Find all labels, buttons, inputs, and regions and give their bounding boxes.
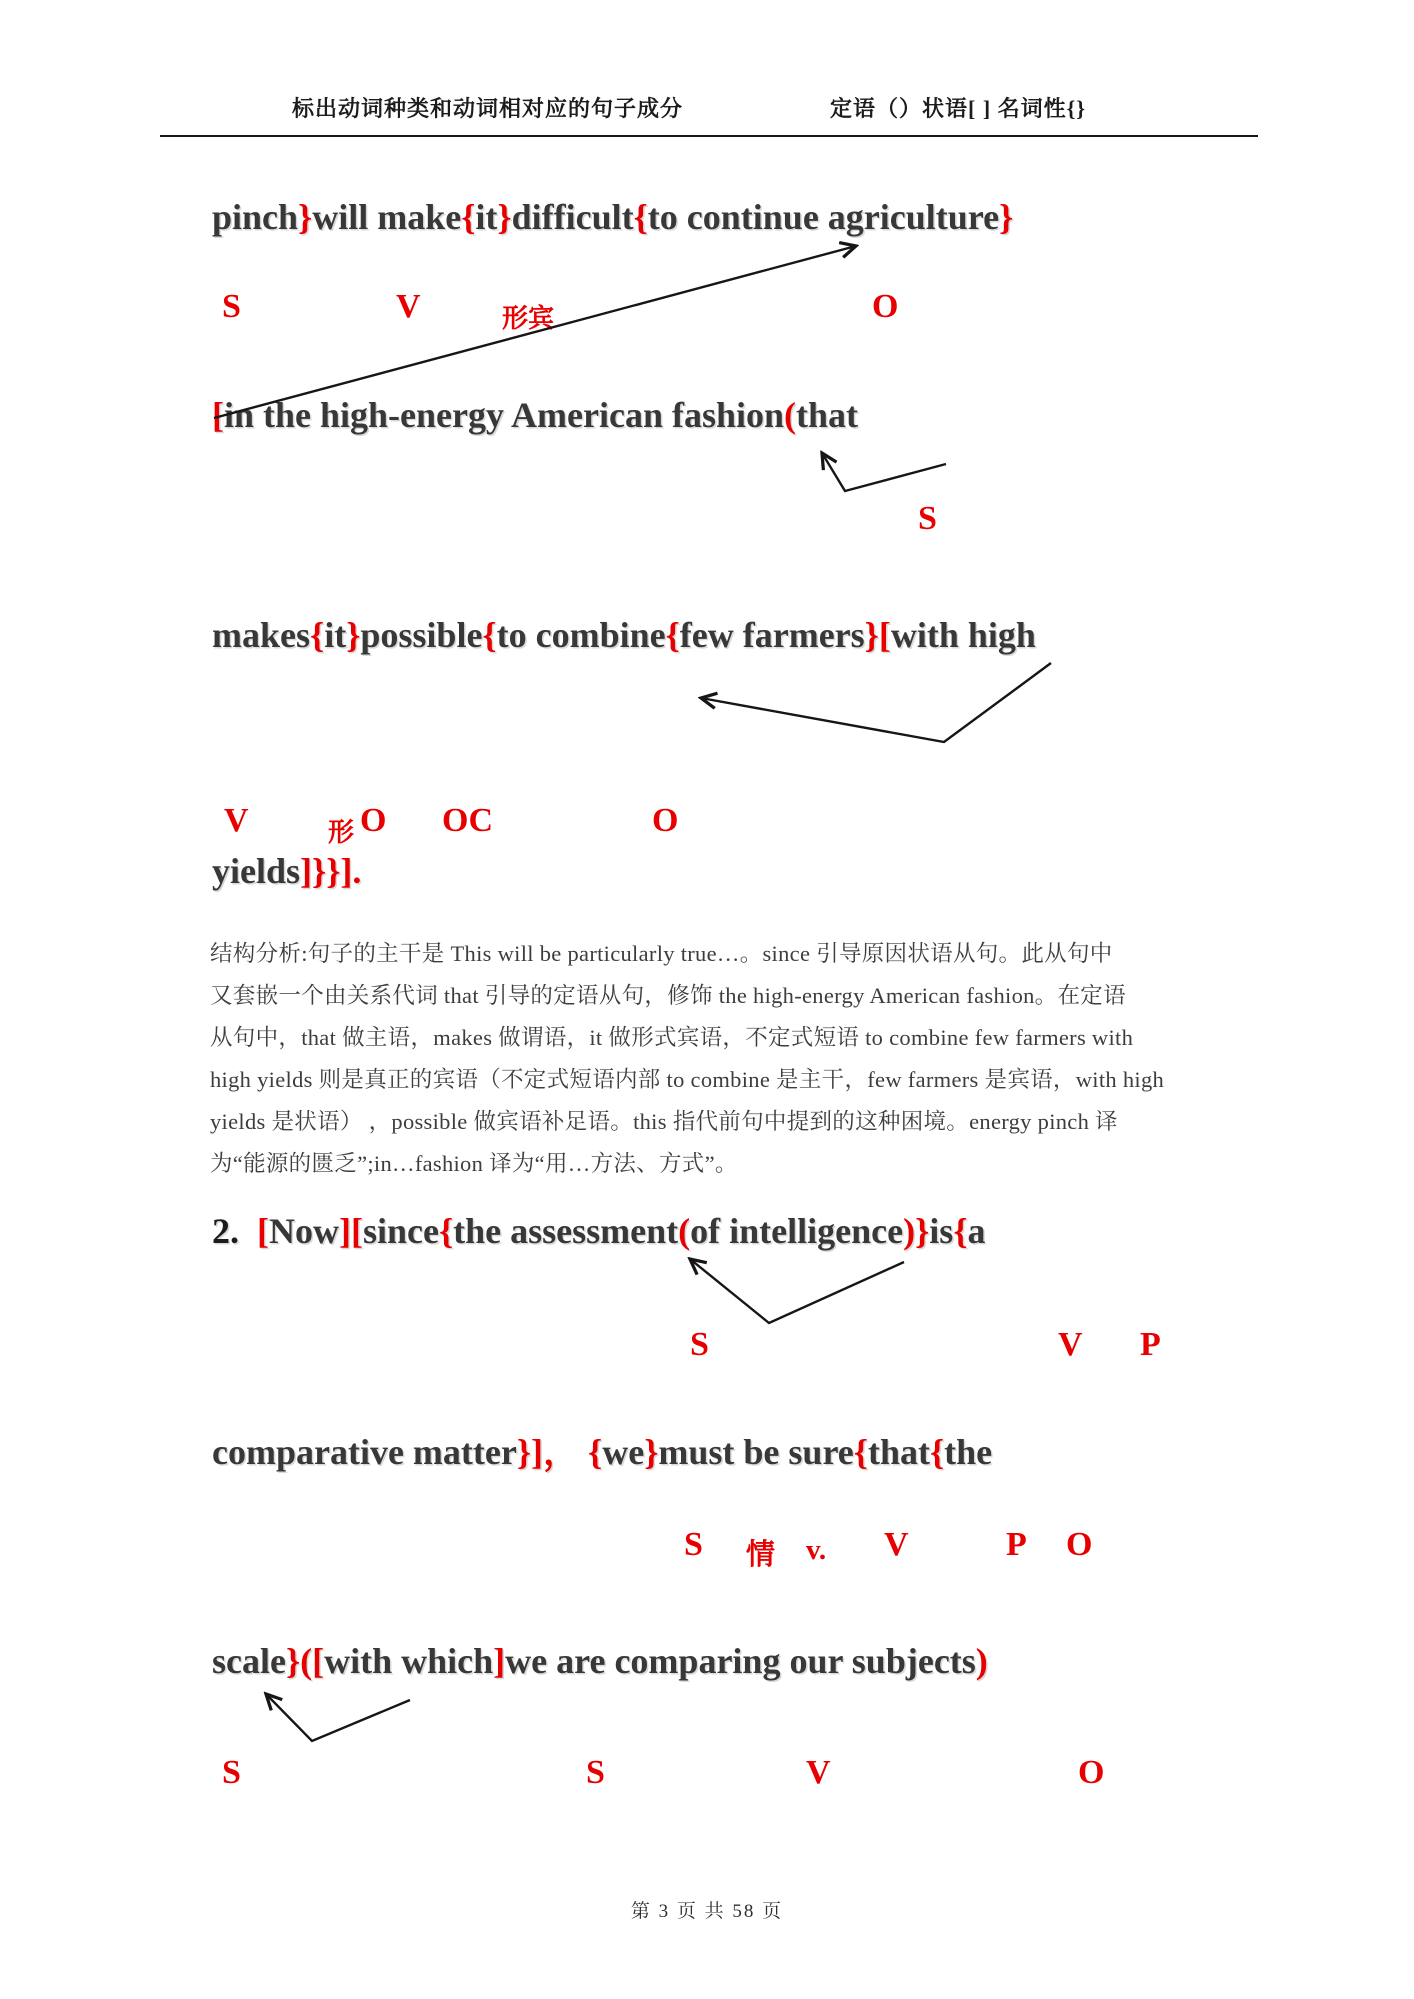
text-segment: since: [362, 1211, 439, 1251]
grammar-label-p2: P: [1006, 1526, 1027, 1563]
text-segment: {: [665, 615, 680, 655]
text-segment: pinch: [212, 197, 299, 237]
text-segment: possible: [360, 615, 483, 655]
grammar-label-v5: V: [806, 1754, 831, 1791]
text-segment: comparative matter: [212, 1432, 517, 1472]
text-segment: {: [853, 1432, 868, 1472]
text-segment: }([: [285, 1641, 325, 1681]
text-segment: {: [588, 1432, 603, 1472]
grammar-label-p: P: [1140, 1326, 1161, 1363]
text-segment: is: [929, 1211, 954, 1251]
text-segment: }: [346, 615, 361, 655]
text-segment: }]，: [516, 1432, 580, 1472]
text-segment: {: [310, 615, 325, 655]
text-segment: it: [475, 197, 498, 237]
sentence2-line1: [212, 1210, 986, 1252]
grammar-label-v4: V: [884, 1526, 909, 1563]
text-segment: few farmers: [679, 615, 865, 655]
text-segment: {: [633, 197, 648, 237]
grammar-label-v-abbrev: v.: [806, 1534, 827, 1566]
text-segment: {: [461, 197, 476, 237]
arrow-of-to-assessment: [690, 1259, 904, 1323]
analysis-line: 结构分析:句子的主干是 This will be particularly true…。since 引导原因状语从句。此从句中: [210, 941, 1113, 966]
grammar-label-s-clause: S: [918, 500, 937, 537]
text-segment: ][: [339, 1211, 363, 1251]
text-segment: to combine: [496, 615, 666, 655]
text-segment: [: [212, 395, 224, 435]
text-segment: }: [497, 197, 512, 237]
page-number: 第 3 页 共 58 页: [630, 1901, 784, 1922]
sentence1-line1: [212, 196, 1013, 238]
text-segment: makes: [212, 615, 310, 655]
sentence2-line3: [212, 1640, 988, 1682]
text-segment: 2.: [212, 1211, 257, 1251]
analysis-line: 为“能源的匮乏”;in…fashion 译为“用…方法、方式”。: [210, 1151, 738, 1176]
grammar-label-v3: V: [1058, 1326, 1083, 1363]
text-segment: in the high-energy American fashion: [224, 395, 785, 435]
text-segment: to continue agriculture: [647, 197, 1000, 237]
grammar-label-o: O: [872, 288, 899, 325]
analysis-line: 又套嵌一个由关系代词 that 引导的定语从句，修饰 the high-energy American fashion。在定语: [210, 983, 1126, 1008]
text-segment: [: [878, 615, 891, 655]
text-segment: with which: [324, 1641, 494, 1681]
text-segment: }: [644, 1432, 659, 1472]
text-segment: }: [298, 197, 313, 237]
arrow-which-to-scale: [266, 1694, 410, 1741]
sentence1-line3: [212, 614, 1036, 656]
text-segment: }: [864, 615, 879, 655]
text-segment: ]}}].: [300, 851, 362, 891]
grammar-label-s4: S: [684, 1526, 703, 1563]
text-segment: {: [438, 1211, 454, 1251]
grammar-label-o2: O: [360, 802, 387, 839]
grammar-label-o5: O: [1078, 1754, 1105, 1791]
text-segment: that: [867, 1432, 930, 1472]
grammar-label-xing: 形: [328, 818, 355, 847]
header-divider: [160, 135, 1258, 137]
grammar-label-s5: S: [222, 1754, 241, 1791]
text-segment: difficult: [511, 197, 634, 237]
text-segment: (: [678, 1211, 691, 1251]
text-segment: we are comparing our subjects: [505, 1641, 976, 1681]
text-segment: the: [944, 1432, 993, 1472]
text-segment: [579, 1432, 588, 1472]
grammar-label-s3: S: [690, 1326, 709, 1363]
text-segment: {: [953, 1211, 968, 1251]
text-segment: it: [324, 615, 347, 655]
sentence2-line2: [212, 1424, 992, 1475]
sentence1-line2: [212, 394, 858, 436]
text-segment: {: [482, 615, 497, 655]
text-segment: a: [967, 1211, 986, 1251]
text-segment: {: [929, 1432, 945, 1472]
grammar-label-o3: O: [652, 802, 679, 839]
text-segment: will make: [312, 197, 462, 237]
header-left-title: 标出动词种类和动词相对应的句子成分: [292, 96, 684, 121]
sentence1-line4: [212, 850, 361, 892]
text-segment: Now: [269, 1211, 339, 1251]
text-segment: the assessment: [453, 1211, 679, 1251]
text-segment: scale: [212, 1641, 286, 1681]
text-segment: [: [257, 1211, 269, 1251]
text-segment: ]: [493, 1641, 506, 1681]
text-segment: of intelligence: [690, 1211, 904, 1251]
grammar-label-xingbin: 形宾: [502, 304, 555, 333]
grammar-label-s6: S: [586, 1754, 605, 1791]
header-right-legend: 定语（）状语[ ] 名词性{}: [830, 96, 1086, 121]
text-segment: ): [975, 1641, 988, 1681]
arrow-that-to-fashion: [822, 453, 946, 491]
text-segment: }: [999, 197, 1014, 237]
grammar-label-s: S: [222, 288, 241, 325]
arrow-with-to-combine: [701, 663, 1051, 742]
text-segment: must be sure: [658, 1432, 854, 1472]
grammar-label-v2: V: [224, 802, 249, 839]
text-segment: yields: [212, 851, 301, 891]
grammar-label-o4: O: [1066, 1526, 1093, 1563]
analysis-line: yields 是状语） ，possible 做宾语补足语。this 指代前句中提到的这种困境。energy pinch 译: [210, 1109, 1118, 1134]
text-segment: that: [796, 395, 859, 435]
grammar-label-v: V: [396, 288, 421, 325]
analysis-line: high yields 则是真正的宾语（不定式短语内部 to combine 是主干，few farmers 是宾语，with high: [210, 1067, 1165, 1092]
grammar-label-qing: 情: [746, 1539, 776, 1571]
text-segment: with high: [890, 615, 1036, 655]
analysis-line: 从句中，that 做主语，makes 做谓语，it 做形式宾语，不定式短语 to combine few farmers with: [210, 1025, 1134, 1050]
grammar-label-oc: OC: [442, 802, 493, 839]
text-segment: we: [602, 1432, 645, 1472]
text-segment: (: [784, 395, 797, 435]
text-segment: )}: [903, 1211, 930, 1251]
